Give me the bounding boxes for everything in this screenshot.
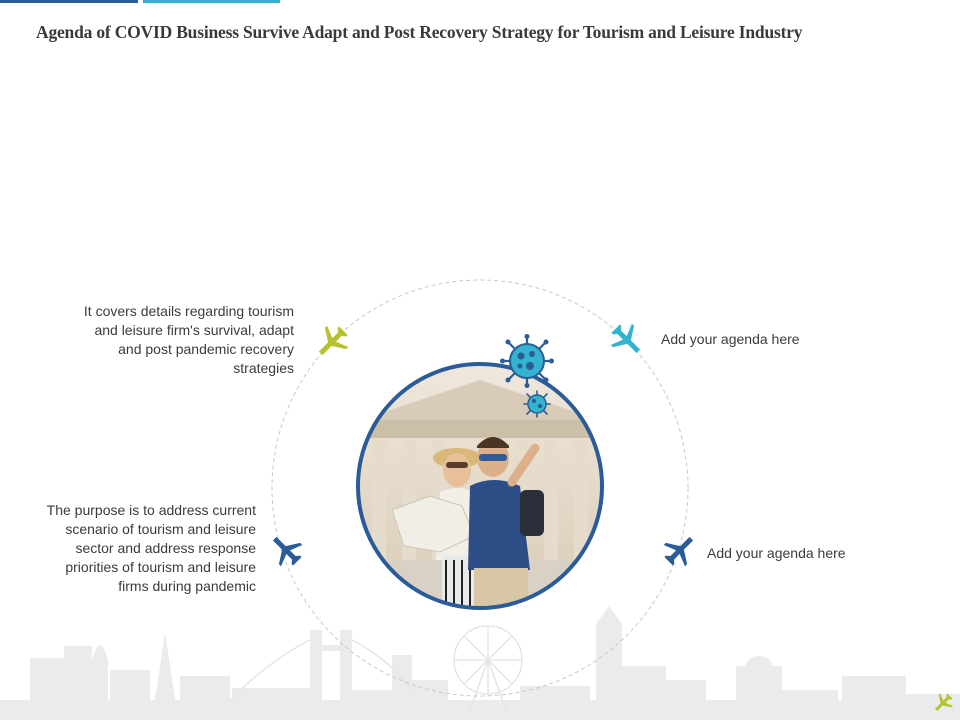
page-title: Agenda of COVID Business Survive Adapt and Post Recovery Strategy for Tourism and Leisure Industry: [36, 22, 803, 42]
agenda-item-text: The purpose is to address current scenario of tourism and leisure sector and address response priorities of tourism and leisure firms during pandemic: [46, 502, 256, 594]
airplane-icon: [662, 532, 698, 568]
agenda-item-text: Add your agenda here: [707, 545, 846, 561]
airplane-icon: [609, 322, 645, 358]
small-virus-icon: [523, 390, 551, 418]
agenda-item-text: Add your agenda here: [661, 331, 800, 347]
airplane-icon: [268, 532, 304, 568]
small-airplane-icon: [932, 692, 954, 714]
virus-icon: [500, 334, 554, 388]
airplane-icon: [314, 324, 350, 360]
agenda-item-text: It covers details regarding tourism and leisure firm's survival, adapt and post pandemic recovery strategies: [83, 303, 294, 376]
